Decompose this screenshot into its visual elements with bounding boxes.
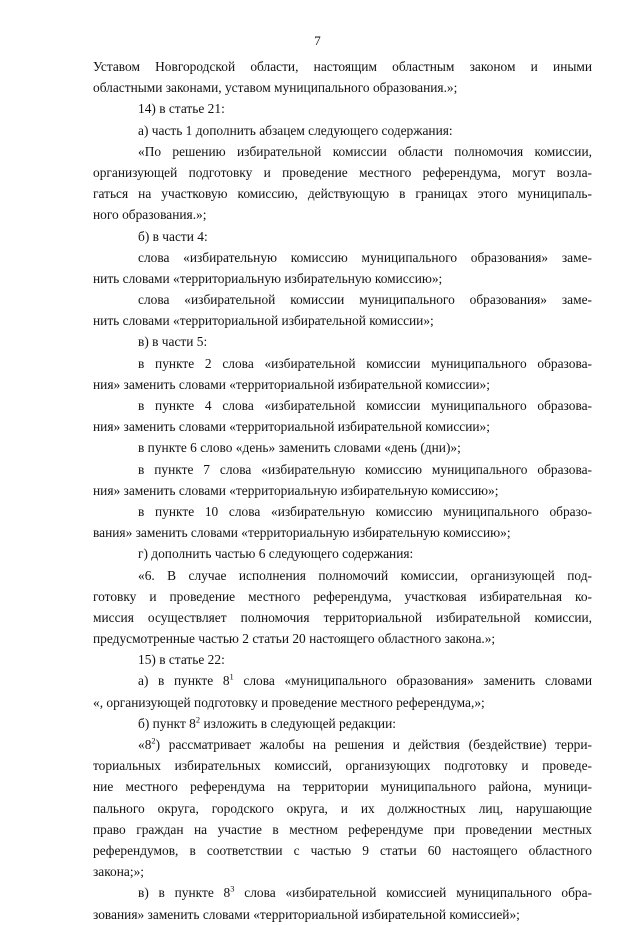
text-line: в пункте 2 слова «избирательной комиссии муниципального образова-: [138, 355, 592, 371]
text-line: пального округа, городского округа, и их должностных лиц, нарушающие: [93, 800, 592, 816]
text-line: готовку и проведение местного референдума, участковая избирательная ко-: [93, 588, 592, 604]
text-line: референдумов, в соответствии с частью 9 статьи 60 настоящего областного: [93, 842, 592, 858]
text-line: [93, 734, 592, 755]
text-line: г) дополнить частью 6 следующего содержания:: [138, 546, 414, 562]
text-line: [93, 713, 592, 734]
text-line: б) в части 4:: [138, 228, 208, 244]
text-line: миссия осуществляет полномочия территориальной избирательной комиссии,: [93, 609, 592, 625]
text-line: «, организующей подготовку и проведение местного референдума,»;: [93, 694, 485, 710]
text-fragment: б) пункт 8: [138, 715, 196, 731]
text-line: гаться на участковую комиссию, действующую в границах этого муниципаль-: [93, 186, 592, 202]
text-line: в пункте 4 слова «избирательной комиссии муниципального образова-: [138, 398, 592, 413]
page-number: 7: [314, 33, 321, 48]
text-line: ториальных избирательных комиссий, организующих подготовку и проведе-: [93, 758, 592, 774]
text-fragment: изложить в следующей редакции:: [200, 715, 396, 731]
text-line: в пункте 7 слова «избирательную комиссию муниципального образова-: [138, 461, 592, 477]
document-body: [93, 56, 592, 925]
text-line: зования» заменить словами «территориальной избирательной комиссией»;: [93, 906, 520, 922]
text-line: [93, 882, 592, 903]
text-fragment: слова «муниципального образования» заменить словами: [233, 673, 592, 689]
text-line: закона;»;: [93, 864, 144, 880]
text-line: в) в части 5:: [138, 334, 208, 350]
text-line: в пункте 10 слова «избирательную комиссию муниципального образо-: [138, 503, 592, 519]
text-line: право граждан на участие в местном референдуме при проведении местных: [93, 821, 592, 837]
text-fragment: ) рассматривает жалобы на решения и действия (бездействие) терри-: [155, 737, 592, 752]
text-fragment: слова «избирательной комиссией муниципального обра-: [234, 885, 593, 901]
text-line: ного образования.»;: [93, 207, 207, 223]
text-line: организующей подготовку и проведение местного референдума, могут возла-: [93, 164, 592, 180]
superscript-index: 1: [229, 671, 234, 682]
text-fragment: в) в пункте 8: [138, 885, 231, 901]
text-line: ния» заменить словами «территориальной избирательной комиссии»;: [93, 419, 490, 435]
text-line: ние местного референдума на территории муниципального района, муници-: [93, 779, 592, 795]
text-line: «По решению избирательной комиссии области полномочия комиссии,: [138, 143, 592, 159]
text-line: слова «избирательную комиссию муниципального образования» заме-: [138, 249, 592, 265]
text-line: предусмотренные частью 2 статьи 20 настоящего областного закона.»;: [93, 631, 496, 647]
text-fragment: а) в пункте 8: [138, 673, 230, 689]
text-line: в пункте 6 слово «день» заменить словами «день (дни)»;: [138, 440, 461, 456]
text-line: [93, 670, 592, 691]
superscript-index: 2: [151, 735, 156, 746]
text-line: ния» заменить словами «территориальную избирательную комиссию»;: [93, 482, 499, 498]
superscript-index: 2: [195, 714, 201, 725]
text-line: вания» заменить словами «территориальную избирательную комиссию»;: [93, 525, 511, 541]
text-line: а) часть 1 дополнить абзацем следующего содержания:: [138, 122, 453, 138]
text-line: слова «избирательной комиссии муниципального образования» заме-: [138, 292, 592, 308]
text-line: нить словами «территориальной избирательной комиссии»;: [93, 313, 434, 329]
text-line: 15) в статье 22:: [138, 652, 225, 668]
text-line: Уставом Новгородской области, настоящим областным законом и иными: [93, 59, 592, 74]
text-line: нить словами «территориальную избирательную комиссию»;: [93, 270, 443, 286]
text-line: ния» заменить словами «территориальной избирательной комиссии»;: [93, 376, 490, 392]
text-line: «6. В случае исполнения полномочий комиссии, организующей под-: [138, 567, 592, 583]
superscript-index: 3: [230, 883, 235, 894]
text-line: областными законами, уставом муниципального образования.»;: [93, 80, 458, 96]
text-line: 14) в статье 21:: [138, 101, 225, 117]
text-fragment: «8: [138, 737, 152, 752]
